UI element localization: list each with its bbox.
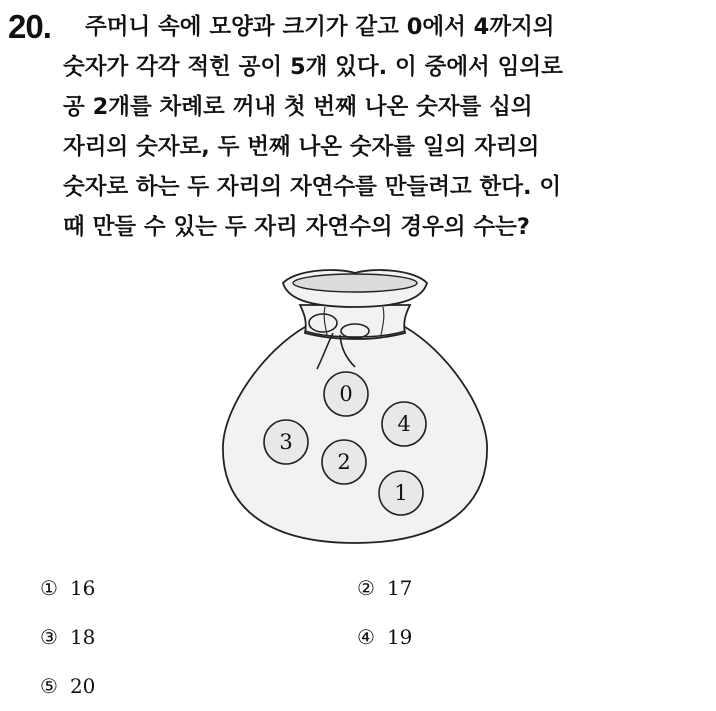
choice-2[interactable] [357, 576, 412, 600]
bag-body [223, 327, 487, 543]
question-number: 20. [8, 8, 51, 45]
choice-3[interactable] [40, 625, 95, 649]
question-line: 숫자가 각각 적힌 공이 5개 있다. 이 중에서 임의로 [63, 54, 563, 80]
choice-mark: ⑤ [40, 674, 58, 698]
question-line: 주머니 속에 모양과 크기가 같고 0에서 4까지의 [85, 14, 555, 40]
choice-mark: ④ [357, 625, 375, 649]
choice-value: 20 [69, 674, 96, 698]
ball-label: 2 [337, 450, 351, 474]
choice-value: 17 [386, 576, 413, 600]
choice-mark: ② [357, 576, 375, 600]
choice-mark: ① [40, 576, 58, 600]
question-line: 공 2개를 차례로 꺼내 첫 번째 나온 숫자를 십의 [63, 94, 533, 120]
choice-mark: ③ [40, 625, 58, 649]
choice-4[interactable] [357, 625, 412, 649]
choice-value: 16 [69, 576, 96, 600]
bag-figure [205, 265, 505, 550]
bag-opening [293, 274, 417, 292]
choice-value: 18 [69, 625, 96, 649]
question-text [63, 12, 703, 252]
question-line: 자리의 숫자로, 두 번째 나온 숫자를 일의 자리의 [63, 134, 540, 160]
ball-label: 0 [339, 382, 353, 406]
ball-label: 4 [397, 412, 411, 436]
choice-value: 19 [386, 625, 413, 649]
ball-label: 1 [394, 481, 408, 505]
choice-1[interactable] [40, 576, 95, 600]
question-line: 숫자로 하는 두 자리의 자연수를 만들려고 한다. 이 [63, 174, 562, 200]
question-line: 때 만들 수 있는 두 자리 자연수의 경우의 수는? [63, 214, 530, 240]
choice-5[interactable] [40, 674, 95, 698]
ball-label: 3 [279, 430, 293, 454]
